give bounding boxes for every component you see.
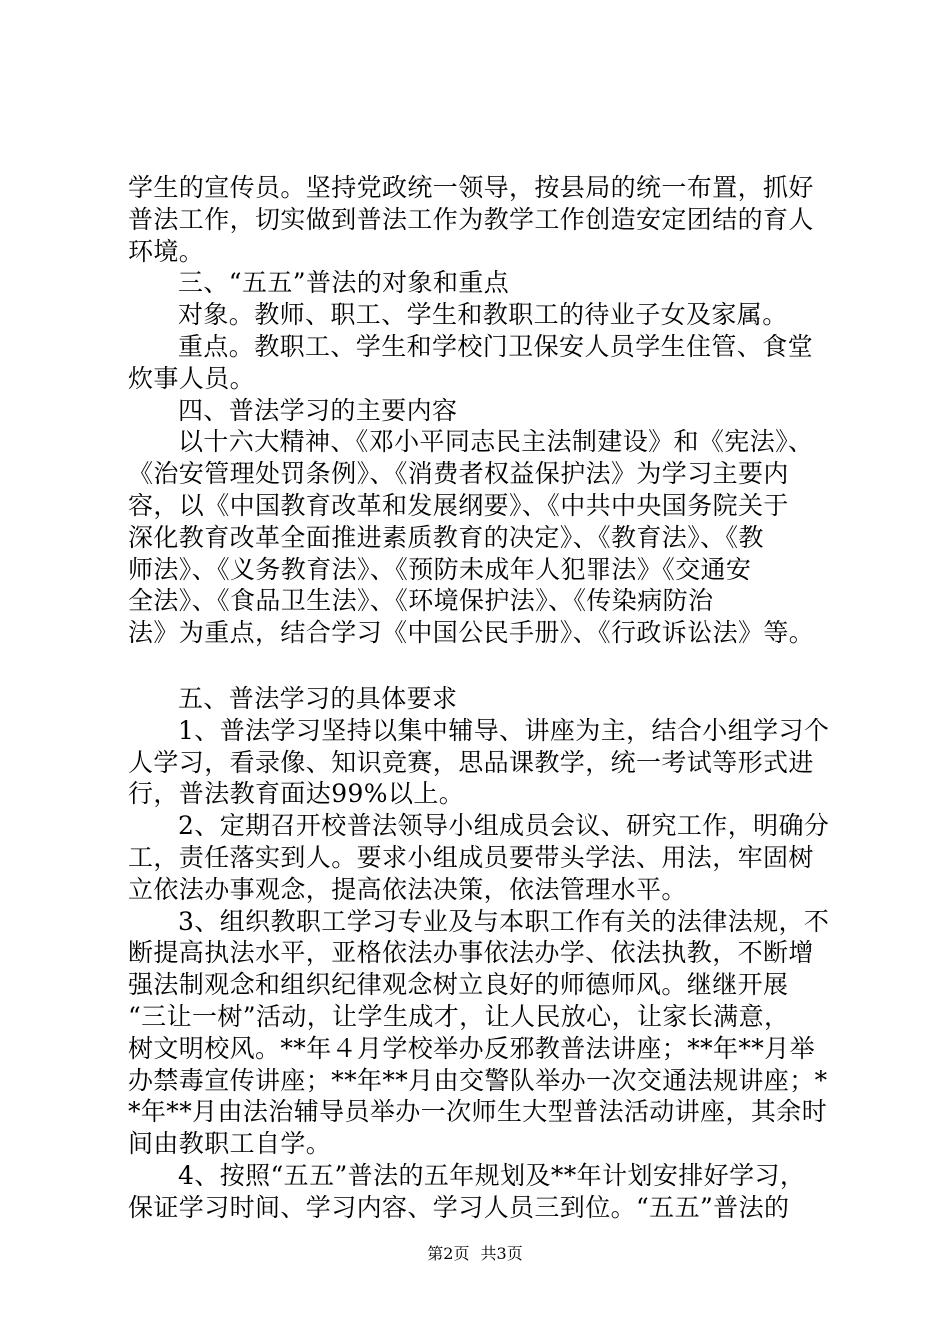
text-line: 保证学习时间、学习内容、学习人员三到位。“五五”普法的 (128, 1192, 790, 1222)
text-line: 强法制观念和组织纪律观念树立良好的师德师风。继继开展 (128, 970, 789, 1000)
text-line: 工，责任落实到人。要求小组成员要带头学法、用法，牢固树 (128, 842, 814, 872)
text-line: 学生的宣传员。坚持党政统一领导，按县局的统一布置，抓好 (128, 173, 814, 202)
paragraph-gap (128, 649, 840, 683)
text-line: 容，以《中国教育改革和发展纲要》、《中共中央国务院关于 (128, 490, 789, 520)
text-line: 2、定期召开校普法领导小组成员会议、研究工作，明确分 (178, 811, 830, 841)
text-line: 环境。 (128, 236, 205, 266)
section-heading: 三、“五五”普法的对象和重点 (178, 268, 510, 298)
text-line: *年**月由法治辅导员举办一次师生大型普法活动讲座，其余时 (128, 1097, 828, 1127)
text-line: 普法工作，切实做到普法工作为教学工作创造安定团结的育人 (128, 204, 814, 234)
text-line: 4、按照“五五”普法的五年规划及**年计划安排好学习， (178, 1160, 806, 1190)
text-line: 《治安管理处罚条例》、《消费者权益保护法》为学习主要内 (128, 459, 789, 489)
page-total: 共3页 (480, 1244, 523, 1263)
text-line: 重点。教职工、学生和学校门卫保安人员学生住管、食堂 (178, 331, 814, 361)
text-line: 炊事人员。 (128, 363, 256, 393)
text-line: 行，普法教育面达99%以上。 (128, 779, 465, 809)
text-line: 对象。教师、职工、学生和教职工的待业子女及家属。 (178, 300, 788, 330)
text-line: 立依法办事观念，提高依法决策，依法管理水平。 (128, 874, 687, 904)
document-body (128, 172, 840, 1224)
text-line: 1、普法学习坚持以集中辅导、讲座为主，结合小组学习个 (178, 715, 830, 745)
text-line: 师法》、《义务教育法》、《预防未成年人犯罪法》《交通安 (128, 554, 752, 584)
page-number: 第2页 (427, 1244, 470, 1263)
section-heading: 五、普法学习的具体要求 (178, 683, 458, 713)
text-line: 法》为重点，结合学习《中国公民手册》、《行政诉讼法》等。 (128, 618, 815, 648)
page-footer (0, 1244, 950, 1264)
text-line: 断提高执法水平，亚格依法办事依法办学、依法执教，不断增 (128, 938, 814, 968)
section-heading: 四、普法学习的主要内容 (178, 395, 458, 425)
text-line: 全法》、《食品卫生法》、《环境保护法》、《传染病防治 (128, 586, 714, 616)
text-line: 人学习，看录像、知识竞赛，思品课教学，统一考试等形式进 (128, 747, 814, 777)
text-line: 办禁毒宣传讲座；**年**月由交警队举办一次交通法规讲座；* (128, 1065, 828, 1095)
text-line: “三让一树”活动，让学生成才，让人民放心，让家长满意， (128, 1001, 790, 1031)
text-line: 间由教职工自学。 (128, 1129, 332, 1159)
text-line: 3、组织教职工学习专业及与本职工作有关的法律法规，不 (178, 906, 830, 936)
text-line: 以十六大精神、《邓小平同志民主法制建设》和《宪法》、 (178, 427, 814, 457)
text-line: 树文明校风。**年４月学校举办反邪教普法讲座；**年**月举 (128, 1033, 816, 1063)
text-line: 深化教育改革全面推进素质教育的决定》、《教育法》、《教 (128, 522, 764, 552)
